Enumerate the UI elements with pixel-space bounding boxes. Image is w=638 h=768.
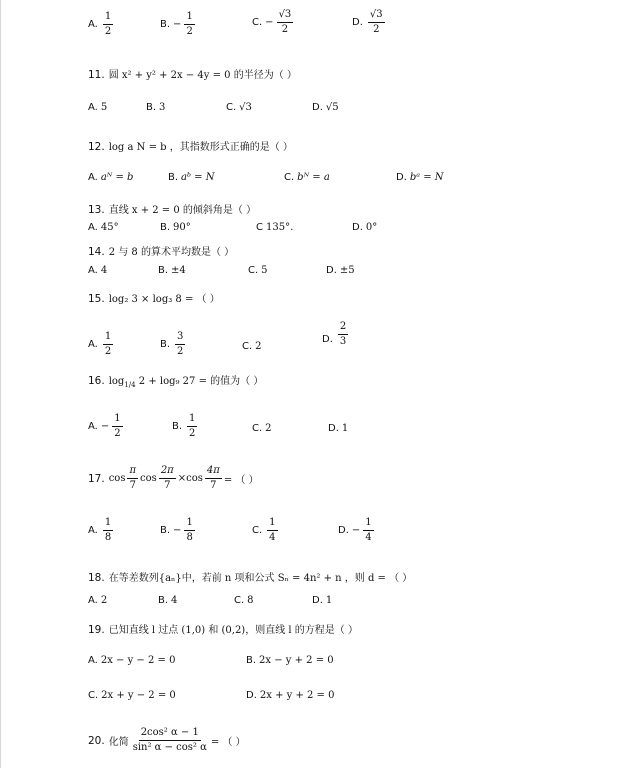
q14-stem: 14. 2 与 8 的算术平均数是（ ） xyxy=(88,246,235,258)
q18-stem: 18. 在等差数列{aₙ}中，若前 n 项和公式 Sₙ = 4n² + n ，则 d = （ ） xyxy=(88,572,413,584)
q18-option-d: D. 1 xyxy=(312,595,333,606)
q10-option-a: A. $\frac{1}{2}$ xyxy=(88,11,112,37)
q14-option-d: D. ±5 xyxy=(326,265,355,276)
q13-stem: 13. 直线 x + 2 = 0 的倾斜角是（ ） xyxy=(88,204,257,216)
q16-option-b: B. $\frac{1}{2}$ xyxy=(172,413,196,439)
q16-option-c: C. 2 xyxy=(252,423,272,434)
q17-option-c: C. $\frac{1}{4}$ xyxy=(252,517,276,543)
q20-stem: 20. 化简 $\frac{\text{2cos² α − 1}}{\text{sin² α − cos² α}}$ = （ ） xyxy=(88,727,246,753)
q11-option-b: B. 3 xyxy=(146,102,166,113)
q13-option-d: D. 0° xyxy=(352,222,378,233)
q16-option-a: A. − $\frac{1}{2}$ xyxy=(88,413,121,439)
q19-stem: 19. 已知直线 l 过点 (1,0) 和 (0,2)，则直线 l 的方程是（ ） xyxy=(88,624,358,636)
q13-option-a: A. 45° xyxy=(88,222,119,233)
q15-option-d: D. $\frac{2}{3}$ xyxy=(322,321,347,347)
q18-option-c: C. 8 xyxy=(234,595,254,606)
q14-option-a: A. 4 xyxy=(88,265,108,276)
q17-stem: 17. cos $\frac{\pi}{7}$ cos $\frac{2\pi}{7}$ ×cos $\frac{4\pi}{7}$ = （ ） xyxy=(88,465,259,491)
q12-option-b: B. aᵇ = N xyxy=(168,172,215,183)
q12-option-a: A. aᴺ = b xyxy=(88,172,134,183)
q18-option-b: B. 4 xyxy=(158,595,178,606)
q19-option-d: D. 2x + y + 2 = 0 xyxy=(246,690,335,701)
q11-option-a: A. 5 xyxy=(88,102,108,113)
q13-option-c: C 135°. xyxy=(256,222,294,233)
q15-option-b: B. $\frac{3}{2}$ xyxy=(160,331,184,357)
q16-stem: 16. $\log_{1/4} 2 + \log_9$ 27 = 的值为（ ） xyxy=(88,375,264,389)
q19-option-c: C. 2x + y − 2 = 0 xyxy=(88,690,176,701)
q14-option-b: B. ±4 xyxy=(158,265,186,276)
q10-option-c: C. − $\frac{√3}{2}$ xyxy=(252,9,292,35)
q17-option-b: B. − $\frac{1}{8}$ xyxy=(160,517,193,543)
q10-option-d: D. $\frac{√3}{2}$ xyxy=(352,9,383,35)
q11-option-c: C. √3 xyxy=(226,102,252,113)
q11-stem: 11. 圆 x² + y² + 2x − 4y = 0 的半径为（ ） xyxy=(88,69,297,81)
q18-option-a: A. 2 xyxy=(88,595,108,606)
q12-option-d: D. bᵃ = N xyxy=(396,172,444,183)
q12-option-c: C. bᴺ = a xyxy=(284,172,330,183)
q10-option-b: B. − $\frac{1}{2}$ xyxy=(160,11,193,37)
q15-stem: 15. log₂ 3 × log₃ 8 = （ ） xyxy=(88,293,220,305)
q19-option-a: A. 2x − y − 2 = 0 xyxy=(88,655,176,666)
q17-option-d: D. − $\frac{1}{4}$ xyxy=(338,517,372,543)
q15-option-c: C. 2 xyxy=(242,341,262,352)
q14-option-c: C. 5 xyxy=(248,265,268,276)
q15-option-a: A. $\frac{1}{2}$ xyxy=(88,331,112,357)
q19-option-b: B. 2x − y + 2 = 0 xyxy=(246,655,334,666)
q11-option-d: D. √5 xyxy=(312,102,339,113)
q12-stem: 12. log a N = b ，其指数形式正确的是（ ） xyxy=(88,141,293,153)
q17-option-a: A. $\frac{1}{8}$ xyxy=(88,517,112,543)
page-edge xyxy=(0,0,1,768)
q13-option-b: B. 90° xyxy=(160,222,191,233)
q16-option-d: D. 1 xyxy=(328,423,349,434)
